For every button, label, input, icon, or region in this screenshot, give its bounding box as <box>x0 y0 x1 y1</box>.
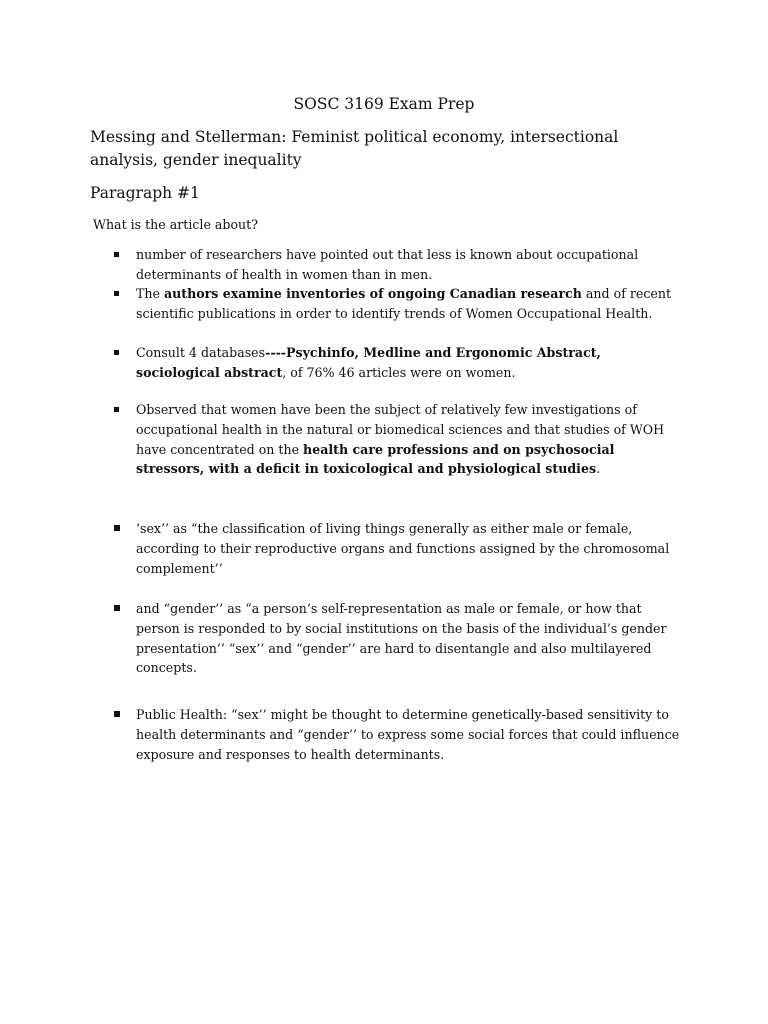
square-bullet-icon <box>114 407 119 412</box>
square-bullet-icon <box>114 605 120 611</box>
bullet-item <box>136 245 684 285</box>
bullet-item <box>136 705 684 764</box>
article-heading: Messing and Stellerman: Feminist political economy, intersectional analysis, gender inequality <box>90 128 619 169</box>
bullet-text: and “gender’’ as “a person’s self-representation as male or female, or how that person is responded to by social institutions on the basis of the individual’s gender presentation’’ “sex’’ and “gender’’ are hard to disentangle and also multilayered concepts. <box>136 601 667 676</box>
bullet-text-post: . <box>596 461 601 477</box>
bullet-text-bold: ----Psychinfo, Medline and Ergonomic Abstract, sociological abstract <box>136 345 601 380</box>
bullet-item <box>136 599 684 678</box>
bullet-item <box>136 343 684 383</box>
square-bullet-icon <box>114 711 120 717</box>
bullet-text-post: and of recent scientific publications in order to identify trends of Women Occupational Health. <box>136 286 672 321</box>
bullet-item <box>136 284 684 324</box>
bullet-text-bold: health care professions and on psychosocial stressors, with a deficit in toxicological and physiological studies <box>136 441 615 477</box>
document-title: SOSC 3169 Exam Prep <box>293 95 475 113</box>
bullet-text: ‘sex’’ as “the classification of living things generally as either male or female, according to their reproductive organs and functions assigned by the chromosomal complement’’ <box>136 521 670 576</box>
bullet-text: number of researchers have pointed out that less is known about occupational determinants of health in women than in men. <box>136 247 639 282</box>
bullet-item <box>136 400 684 479</box>
bullet-item <box>136 519 684 578</box>
square-bullet-icon <box>114 291 119 296</box>
section-heading: Paragraph #1 <box>90 184 200 202</box>
square-bullet-icon <box>114 252 119 257</box>
square-bullet-icon <box>114 525 120 531</box>
bullet-text-pre: Observed that women have been the subject of relatively few investigations of occupational health in the natural or biomedical sciences and that studies of WOH have concentrated on the <box>136 402 665 457</box>
bullet-text-pre: The <box>136 286 164 301</box>
bullet-text: Public Health: “sex’’ might be thought to determine genetically-based sensitivity to health determinants and “gender’’ to express some social forces that could influence exposure and responses to health determinants. <box>136 707 680 762</box>
bullet-text-pre: Consult 4 databases <box>136 345 266 360</box>
question-text: What is the article about? <box>93 217 258 232</box>
square-bullet-icon <box>114 350 119 355</box>
bullet-text-bold: authors examine inventories of ongoing Canadian research <box>163 286 582 301</box>
bullet-text-post: , of 76% 46 articles were on women. <box>282 364 516 380</box>
